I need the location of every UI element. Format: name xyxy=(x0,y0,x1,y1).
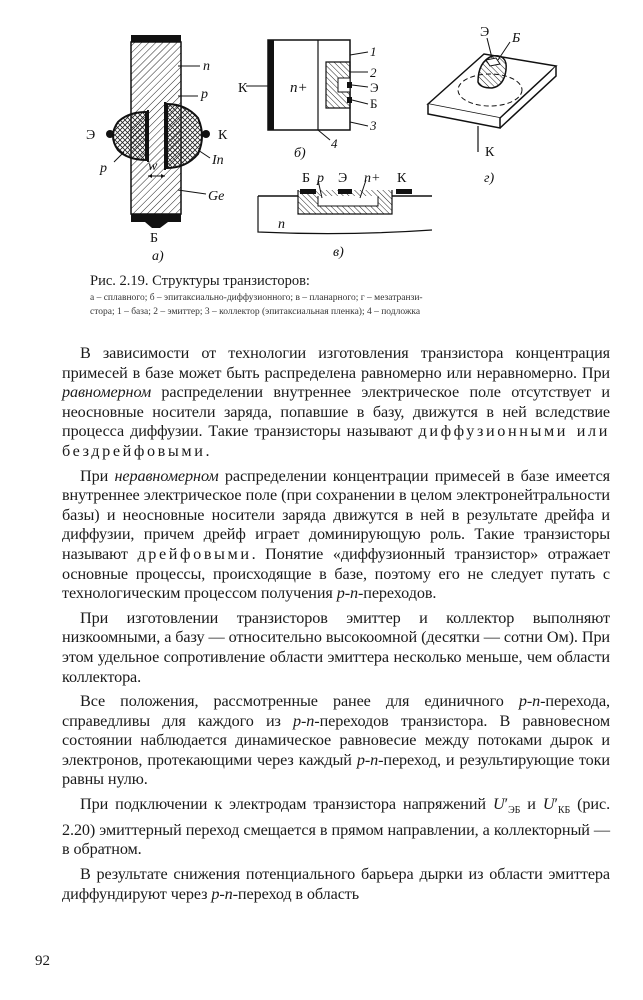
diagram-a-alloy xyxy=(86,35,228,264)
label-b-2: 2 xyxy=(370,65,377,80)
label-a-p-left: p xyxy=(100,161,107,176)
diagram-b-epitaxial xyxy=(238,40,379,161)
label-b-sub: б) xyxy=(294,146,306,161)
caption-legend-line-2: стора; 1 – база; 2 – эмиттер; 3 – коллектор (эпитаксиальная пленка); 4 – подложка xyxy=(90,307,421,317)
label-a-k: К xyxy=(218,128,228,143)
body-text xyxy=(62,344,610,909)
label-a-ge: Ge xyxy=(208,189,225,204)
label-v-n: n xyxy=(278,217,285,232)
paragraph-1: В зависимости от технологии изготовления транзистора концентрация примесей в базе может быть распределена равномерно или неравномерно. При равномерном распределении внутреннее электрическое поле отсутствует и неосновные носители заряда, попавшие в базу, движутся в ней вследствие процесса диффузии. Такие транзисторы называют диффузионными или бездрейфовыми. xyxy=(62,344,610,460)
paragraph-2: При неравномерном распределении концентрации примесей в базе имеется внутреннее электрическое поле (при сохранении в целом электронейтральности базы) и неосновные носители заряда движутся в ней в результате дрейфа и диффузии, причем дрейф играет доминирующую роль. Такие транзисторы называют дрейфовыми. Понятие «диффузионный транзистор» отражает основные процессы, происходящие в базе, поэтому его не следует путать с технологическим процессом получения p-n-переходов. xyxy=(62,466,610,603)
label-g-sub: г) xyxy=(484,171,495,186)
label-b-nplus: n+ xyxy=(290,80,308,96)
label-g-b: Б xyxy=(512,31,521,46)
label-g-k: К xyxy=(485,145,495,160)
label-v-p: p xyxy=(317,171,324,186)
label-b-1: 1 xyxy=(370,44,377,59)
figure-caption xyxy=(90,272,560,318)
label-g-e: Э xyxy=(480,25,490,40)
caption-title: Рис. 2.19. Структуры транзисторов: xyxy=(90,273,310,289)
label-b-3: 3 xyxy=(370,118,377,133)
label-b-b: Б xyxy=(370,96,378,111)
paragraph-3: При изготовлении транзисторов эмиттер и коллектор выполняют низкоомными, а базу — относительно высокоомной (десятки — сотни Ом). При этом удельное сопротивление области эмиттера несколько меньше, чем области коллектора. xyxy=(62,608,610,686)
diagram-v-planar xyxy=(258,171,432,260)
label-b-4: 4 xyxy=(331,136,338,151)
label-a-in: In xyxy=(212,153,224,168)
label-v-sub: в) xyxy=(333,245,344,260)
label-v-e: Э xyxy=(338,171,348,186)
transistor-structures-drawing xyxy=(0,0,643,268)
figure-2-19 xyxy=(0,0,643,268)
label-a-sub: а) xyxy=(152,249,164,264)
caption-legend-line-1: а – сплавного; б – эпитаксиально-диффузионного; в – планарного; г – мезатранзи- xyxy=(90,293,423,303)
paragraph-5: При подключении к электродам транзистора напряжений $U'_{ЭБ}$ и $U'_{КБ}$ (рис. 2.20) эмиттерный переход смещается в прямом направлении, а коллекторный — в обратном. xyxy=(62,795,611,859)
label-a-b: Б xyxy=(150,231,159,246)
label-a-n: n xyxy=(203,59,210,74)
paragraph-4: Все положения, рассмотренные ранее для единичного p-n-перехода, справедливы для каждого из p-n-переходов транзистора. В равновесном состоянии наблюдается динамическое равновесие между потоками дырок и электронов, протекающими через каждый p-n-переход, и результирующие токи равны нулю. xyxy=(62,692,610,789)
label-a-p-top: p xyxy=(201,87,208,102)
label-b-k: К xyxy=(238,81,248,96)
diagram-g-mesa xyxy=(428,25,556,186)
page-number: 92 xyxy=(35,953,50,969)
label-v-nplus: n+ xyxy=(364,171,381,186)
label-b-e: Э xyxy=(370,80,379,95)
label-a-e: Э xyxy=(86,128,96,143)
label-v-k: К xyxy=(397,171,407,186)
label-a-w: w xyxy=(148,159,158,174)
paragraph-6: В результате снижения потенциального барьера дырки из области эмиттера диффундируют через p-n-переход в область xyxy=(62,865,610,903)
label-v-b: Б xyxy=(302,171,311,186)
